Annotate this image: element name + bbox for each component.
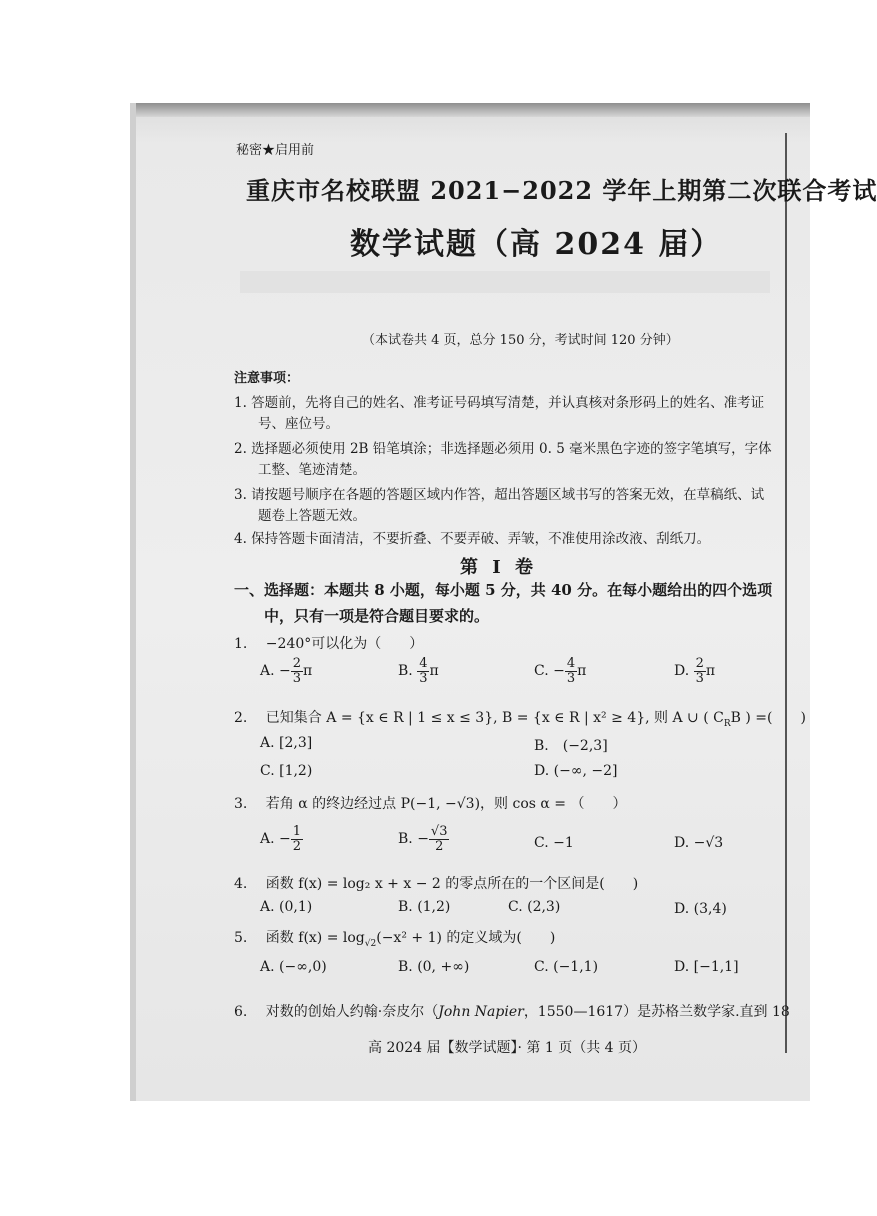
question-1-option-b: B. $\frac{4}{3}$ π (398, 656, 439, 686)
notice-item-3: 3. 请按题号顺序在各题的答题区域内作答，超出答题区域书写的答案无效，在草稿纸、试 (234, 487, 765, 503)
question-4-option-c: C. (2,3) (508, 899, 561, 915)
question-5-option-b: B. (0, +∞) (398, 959, 470, 975)
page-footer: 高 2024 届【数学试题】· 第 1 页（共 4 页） (368, 1040, 647, 1056)
question-2-option-d: D. (−∞, −2] (534, 763, 618, 779)
question-1-option-c: C. − $\frac{4}{3}$ π (534, 656, 587, 686)
question-1-option-a: A. − $\frac{2}{3}$ π (260, 656, 313, 686)
question-3-stem: 3. 若角 α 的终边经过点 P(−1, −√3)，则 cos α = （ ） (234, 796, 627, 812)
question-3-option-a: A. − $\frac{1}{2}$ (260, 824, 302, 854)
exam-title: 重庆市名校联盟 2021−2022 学年上期第二次联合考试 (246, 176, 877, 205)
question-3-option-c: C. −1 (534, 835, 574, 851)
exam-subtitle: 数学试题（高 2024 届） (350, 227, 723, 262)
question-4-option-b: B. (1,2) (398, 899, 451, 915)
question-1-option-d: D. $\frac{2}{3}$ π (674, 656, 716, 686)
exam-page-photo (130, 103, 877, 1101)
volume-heading: 第 Ⅰ 卷 (460, 557, 537, 578)
question-2-option-a: A. [2,3] (260, 735, 313, 751)
notice-item-1: 1. 答题前，先将自己的姓名、准考证号码填写清楚，并认真核对条形码上的姓名、准考证 (234, 395, 765, 411)
margin-rule (785, 133, 787, 1053)
secret-label: 秘密★启用前 (236, 143, 315, 158)
question-2-stem: 2. 已知集合 A = {x ∈ R | 1 ≤ x ≤ 3}, B = {x ∈ R | x² ≥ 4}, 则 A ∪ ( $C_RB$ ) =( ) (234, 710, 806, 729)
question-5-option-a: A. (−∞,0) (260, 959, 327, 975)
section-heading-cont: 中，只有一项是符合题目要求的。 (264, 607, 490, 625)
question-2-option-b: B. (−2,3] (534, 738, 608, 754)
notice-item-2-cont: 工整、笔迹清楚。 (258, 462, 366, 478)
page-fold-shadow (130, 103, 810, 117)
question-3-option-d: D. −√3 (674, 835, 724, 851)
question-6-stem: 6. 对数的创始人约翰·奈皮尔（John Napier，1550—1617）是苏格兰数学家.直到 18 (234, 1004, 790, 1020)
question-3-option-b: B. − $\frac{√3}{2}$ (398, 824, 448, 854)
question-1-stem: 1. −240°可以化为（ ） (234, 636, 424, 652)
question-5-option-c: C. (−1,1) (534, 959, 599, 975)
notice-item-3-cont: 题卷上答题无效。 (258, 508, 366, 524)
redacted-band (240, 271, 770, 293)
notice-heading: 注意事项： (234, 371, 300, 386)
question-4-stem: 4. 函数 f(x) = log₂ x + x − 2 的零点所在的一个区间是( ) (234, 876, 639, 892)
page-edge (130, 103, 136, 1101)
notice-item-2: 2. 选择题必须使用 2B 铅笔填涂；非选择题必须用 0. 5 毫米黑色字迹的签字笔填写，字体 (234, 441, 772, 457)
section-heading: 一、选择题：本题共 8 小题，每小题 5 分，共 40 分。在每小题给出的四个选项 (234, 581, 773, 599)
question-5-stem: 5. 函数 $f(x) = \log_{√2}(-x^2 + 1)$ 的定义域为( ) (234, 930, 556, 949)
question-5-option-d: D. [−1,1] (674, 959, 739, 975)
question-4-option-a: A. (0,1) (260, 899, 313, 915)
notice-item-4: 4. 保持答题卡面清洁，不要折叠、不要弄破、弄皱，不准使用涂改液、刮纸刀。 (234, 531, 711, 547)
question-2-option-c: C. [1,2) (260, 763, 313, 779)
notice-item-1-cont: 号、座位号。 (258, 416, 339, 432)
question-4-option-d: D. (3,4) (674, 901, 727, 917)
exam-info: （本试卷共 4 页，总分 150 分，考试时间 120 分钟） (362, 333, 679, 348)
